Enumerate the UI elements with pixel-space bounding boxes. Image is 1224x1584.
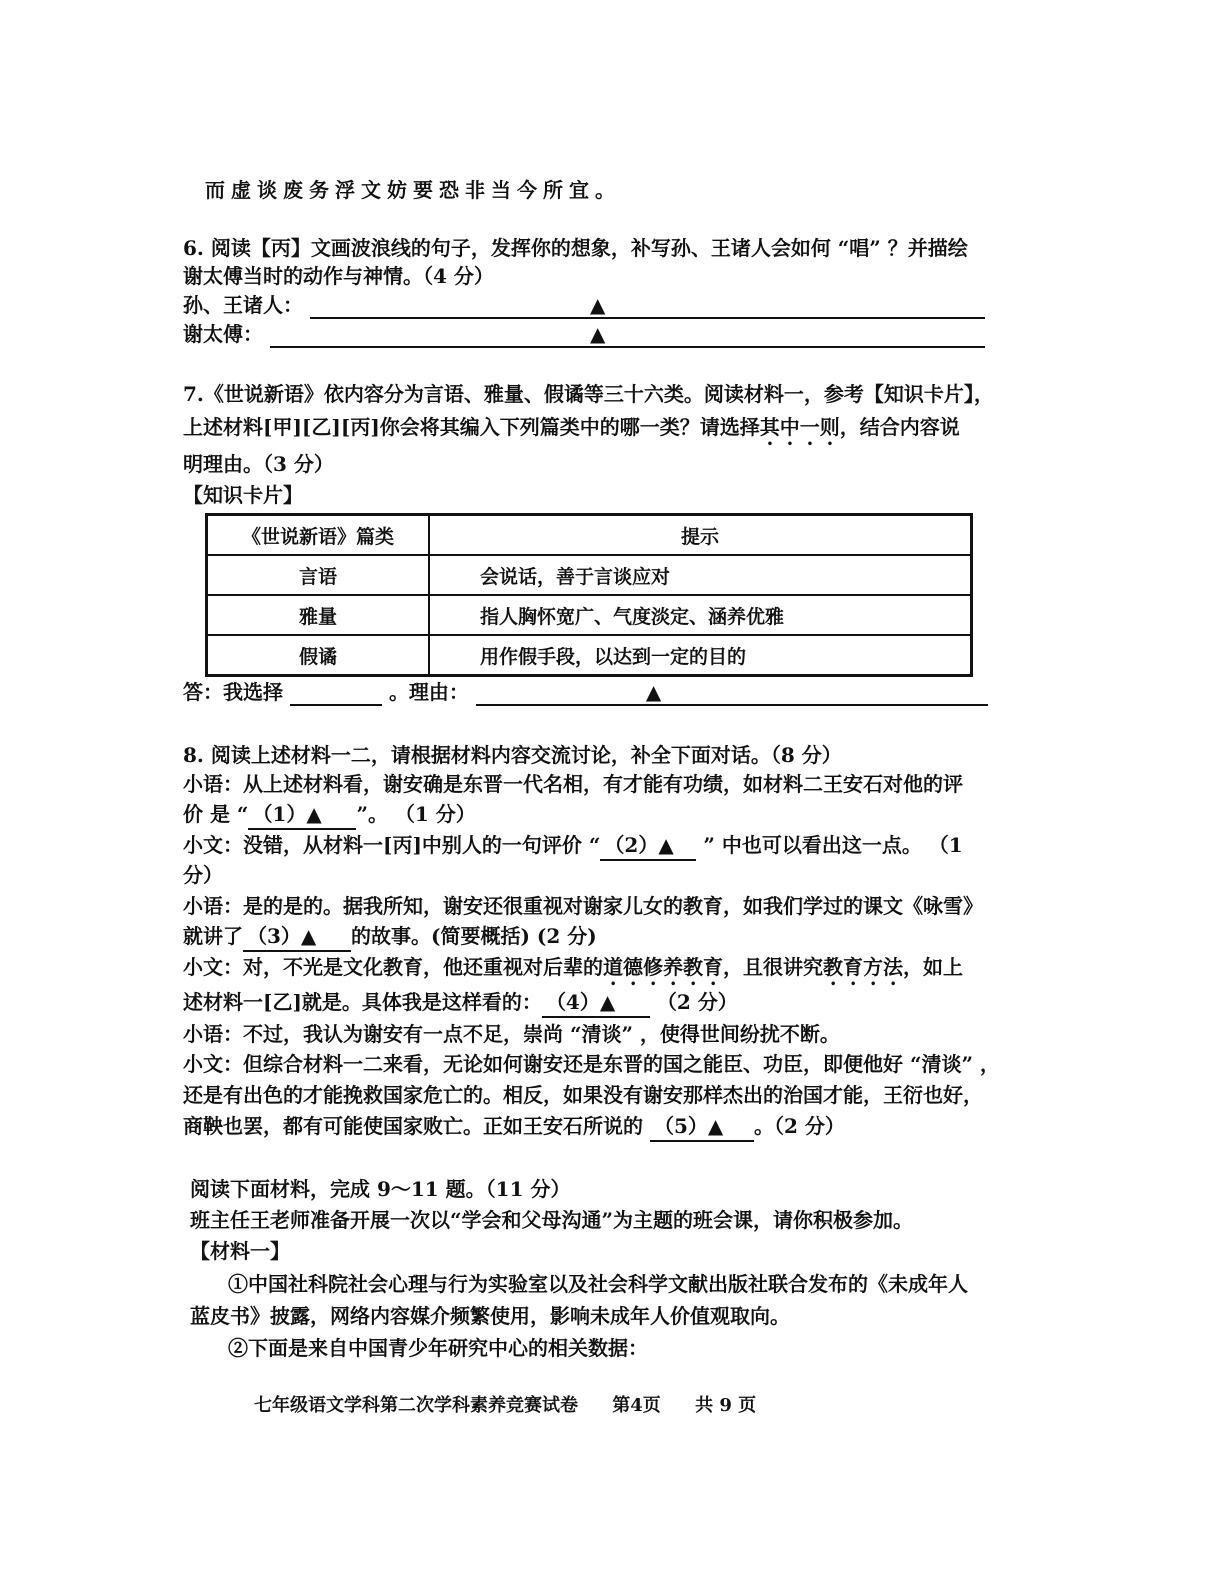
dialogue-line: 小文：没错，从材料一[丙]中别人的一句评价 “ （2）▲ ” 中也可以看出这一点。 （1: [183, 831, 963, 861]
blank-1-field[interactable]: （1）▲: [248, 800, 356, 830]
q6-prompt-line2: 谢太傅当时的动作与神情。（4 分）: [183, 264, 494, 288]
dialogue-line: 小语：不过，我认为谢安有一点不足，崇尚 “清谈” ，使得世间纷扰不断。: [183, 1022, 840, 1046]
blank-4-field[interactable]: （4）▲: [542, 988, 650, 1018]
q6-label-1: 孙、王诸人：: [183, 293, 303, 317]
dialogue-line: 小文：但综合材料一二来看，无论如何谢安还是东晋的国之能臣、功臣，即便他好 “清谈” ，: [183, 1052, 1000, 1076]
q7-answer-row: [183, 678, 988, 706]
q7-prompt-line3: 明理由。（3 分）: [183, 452, 334, 476]
q7-reason-field[interactable]: [476, 680, 988, 706]
emphasis-text: 道德修养教育: [603, 955, 723, 979]
q7-reason-label: 。理由：: [388, 680, 469, 704]
table-cell: 假谲: [207, 635, 430, 676]
table-cell: 言语: [207, 555, 430, 595]
q6-answer-row-2: [183, 320, 985, 348]
continued-text: 而虚谈废务浮文妨要恐非当今所宜。: [205, 178, 621, 202]
dialogue-line: 还是有出色的才能挽救国家危亡的。相反，如果没有谢安那样杰出的治国才能，王衍也好，: [183, 1083, 983, 1107]
q6-label-2: 谢太傅：: [183, 322, 263, 346]
page-total: 共 9 页: [695, 1395, 757, 1416]
dialogue-line: 小文：对，不光是文化教育，他还重视对后辈的道德修养教育，且很讲究教育方法，如上: [183, 955, 963, 979]
blank-5-field[interactable]: （5）▲: [650, 1112, 754, 1142]
q6-answer-field-1[interactable]: [310, 293, 985, 319]
q8-prompt: 8. 阅读上述材料一二，请根据材料内容交流讨论，补全下面对话。（8 分）: [183, 743, 842, 767]
page-footer: [254, 1391, 784, 1417]
answer-triangle-icon: ▲: [589, 322, 606, 346]
table-row: [207, 635, 972, 676]
dialogue-line: 小语：是的是的。据我所知，谢安还很重视对谢家儿女的教育，如我们学过的课文《咏雪》: [183, 894, 983, 918]
emphasis-text: 其中一则: [759, 415, 840, 439]
table-header-row: [207, 515, 972, 556]
section-intro: 班主任王老师准备开展一次以“学会和父母沟通”为主题的班会课，请你积极参加。: [190, 1208, 914, 1232]
knowledge-card-title: 【知识卡片】: [183, 483, 303, 507]
table-row: [207, 595, 972, 635]
q6-prompt-line1: 6. 阅读【丙】文画波浪线的句子，发挥你的想象，补写孙、王诸人会如何 “唱” ？并描绘: [183, 236, 968, 260]
dialogue-line: 价 是 “ （1）▲ ”。 （1 分）: [183, 800, 476, 830]
table-cell: 雅量: [207, 595, 430, 635]
table-row: [207, 555, 972, 595]
table-header-cell: 提示: [429, 515, 972, 556]
q6-answer-field-2[interactable]: [270, 322, 985, 348]
answer-triangle-icon: ▲: [645, 680, 662, 704]
q6-answer-row-1: [183, 291, 985, 319]
q7-prompt-line2: 上述材料[甲][乙][丙]你会将其编入下列篇类中的哪一类？请选择其中一则，结合内容说: [183, 415, 960, 439]
material-heading: 【材料一】: [190, 1239, 290, 1263]
page-number: 第4页: [612, 1395, 661, 1416]
q7-prompt-line1: 7.《世说新语》依内容分为言语、雅量、假谲等三十六类。阅读材料一，参考【知识卡片】，: [183, 382, 994, 406]
q7-choice-field[interactable]: [290, 680, 382, 706]
dialogue-line: 小语：从上述材料看，谢安确是东晋一代名相，有才能有功绩，如材料二王安石对他的评: [183, 772, 963, 796]
section-title: 阅读下面材料，完成 9～11 题。（11 分）: [190, 1177, 571, 1201]
dialogue-line: 就讲了 （3）▲ 的故事。(简要概括) (2 分): [183, 922, 597, 952]
material-paragraph: ①中国社科院社会心理与行为实验室以及社会科学文献出版社联合发布的《未成年人: [228, 1272, 968, 1296]
dialogue-line: 述材料一[乙]就是。具体我是这样看的： （4）▲ （2 分）: [183, 988, 738, 1018]
exam-title: 七年级语文学科第二次学科素养竞赛试卷: [254, 1395, 578, 1416]
table-cell: 会说话，善于言谈应对: [429, 555, 972, 595]
material-paragraph: 蓝皮书》披露，网络内容媒介频繁使用，影响未成年人价值观取向。: [190, 1304, 790, 1328]
answer-triangle-icon: ▲: [589, 293, 606, 317]
table-cell: 指人胸怀宽广、气度淡定、涵养优雅: [429, 595, 972, 635]
dialogue-line: 分）: [183, 863, 223, 887]
q7-answer-label: 答：我选择: [183, 680, 283, 704]
material-paragraph: ②下面是来自中国青少年研究中心的相关数据：: [228, 1336, 648, 1360]
blank-3-field[interactable]: （3）▲: [243, 922, 351, 952]
dialogue-line: 商鞅也罢，都有可能使国家败亡。正如王安石所说的 （5）▲ 。（2 分）: [183, 1112, 845, 1142]
knowledge-card-table: [205, 513, 973, 677]
blank-2-field[interactable]: （2）▲: [600, 831, 696, 861]
emphasis-text: 教育方法: [823, 955, 903, 979]
table-cell: 用作假手段，以达到一定的目的: [429, 635, 972, 676]
table-header-cell: 《世说新语》篇类: [207, 515, 430, 556]
